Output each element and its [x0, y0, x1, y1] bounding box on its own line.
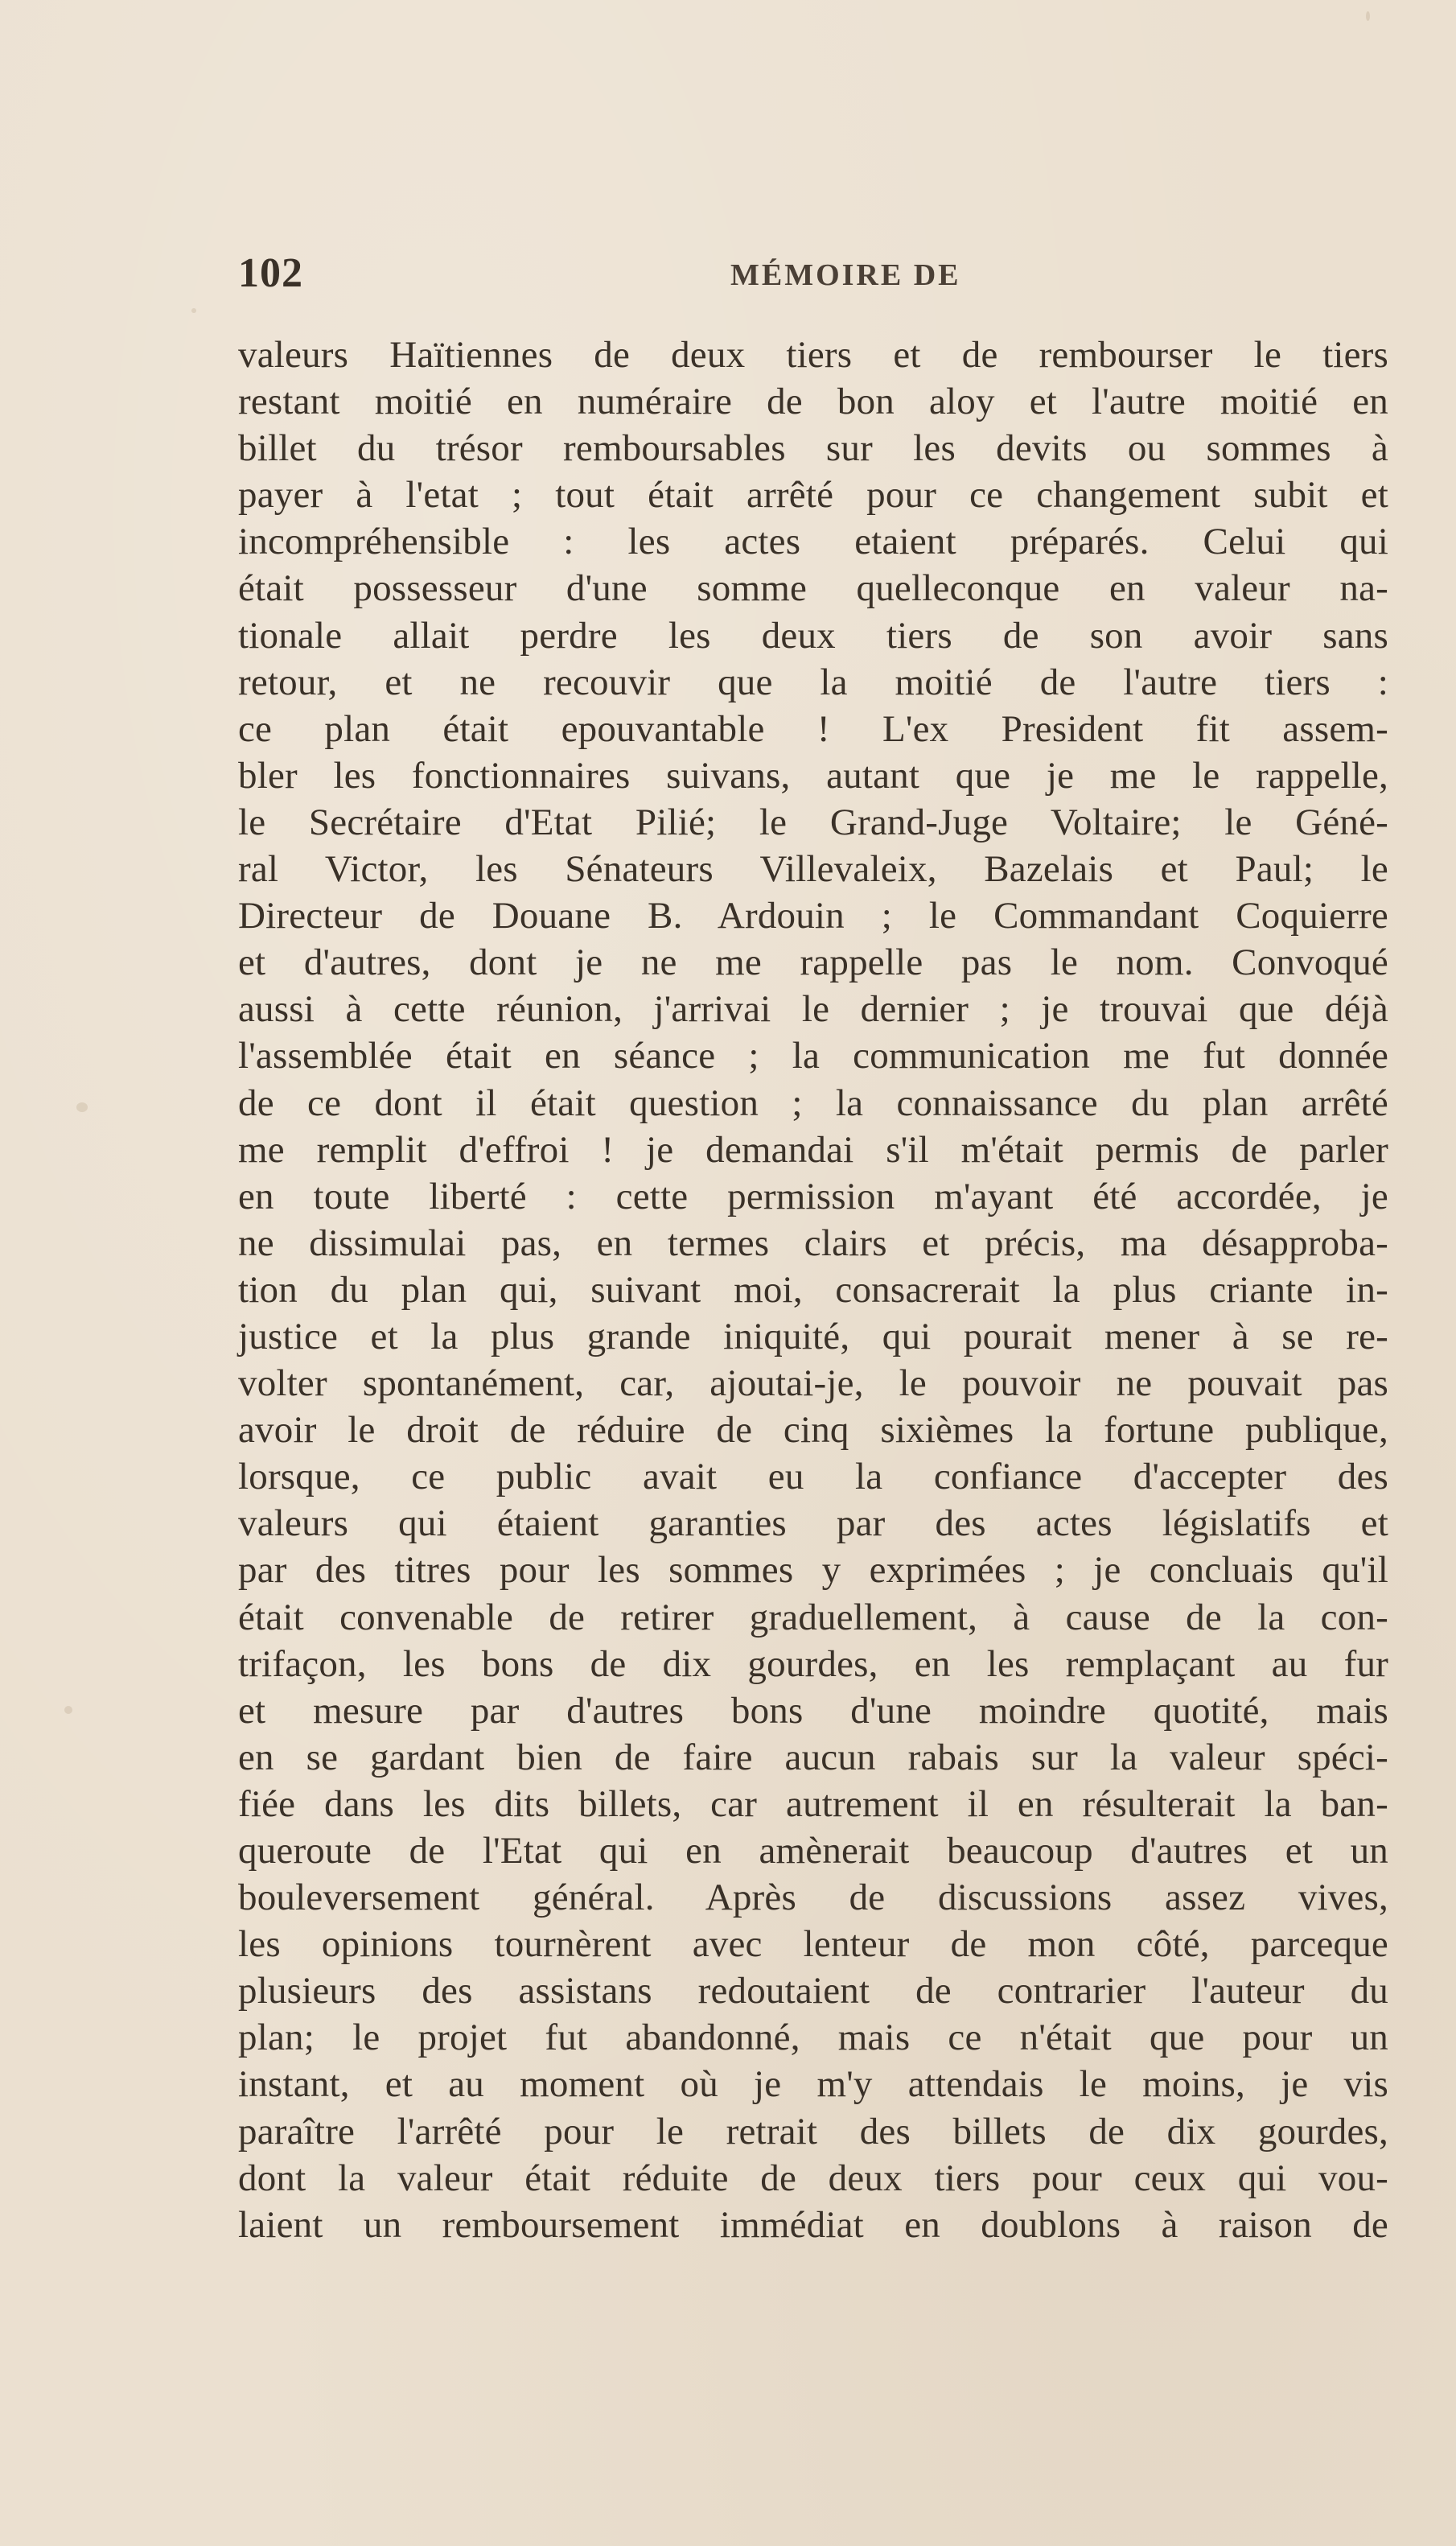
body-text — [238, 332, 1388, 2248]
text-line: en se gardant bien de faire aucun rabais sur la valeur spéci- — [238, 1736, 1388, 1778]
paper-stain — [191, 308, 196, 313]
text-line: en toute liberté : cette permission m'ayant été accordée, je — [238, 1175, 1388, 1217]
text-line: fiée dans les dits billets, car autrement il en résulterait la ban- — [238, 1782, 1388, 1825]
text-line: valeurs qui étaient garanties par des actes législatifs et — [238, 1502, 1388, 1545]
text-line: valeurs Haïtiennes de deux tiers et de rembourser le tiers — [238, 334, 1388, 376]
text-line: Directeur de Douane B. Ardouin ; le Commandant Coquierre — [238, 895, 1388, 937]
text-line: plan; le projet fut abandonné, mais ce n'était que pour un — [238, 2017, 1388, 2059]
text-line: le Secrétaire d'Etat Pilié; le Grand-Juge Voltaire; le Géné- — [238, 801, 1388, 843]
paper-stain — [1366, 11, 1370, 21]
text-line: me remplit d'effroi ! je demandai s'il m'était permis de parler — [238, 1128, 1388, 1171]
page-number: 102 — [238, 250, 303, 296]
text-line: ne dissimulai pas, en termes clairs et précis, ma désapproba- — [238, 1222, 1388, 1264]
text-line: volter spontanément, car, ajoutai-je, le pouvoir ne pouvait pas — [238, 1362, 1388, 1405]
text-line: queroute de l'Etat qui en amènerait beaucoup d'autres et un — [238, 1830, 1388, 1872]
text-line: était convenable de retirer graduellement, à cause de la con- — [238, 1596, 1388, 1638]
text-line: bouleversement général. Après de discussions assez vives, — [238, 1877, 1388, 1919]
text-line: ce plan était epouvantable ! L'ex President fit assem- — [238, 707, 1388, 750]
running-head — [238, 241, 1388, 306]
text-line: restant moitié en numéraire de bon aloy et l'autre moitié en — [238, 381, 1388, 423]
text-line: instant, et au moment où je m'y attendais le moins, je vis — [238, 2063, 1388, 2106]
text-line: aussi à cette réunion, j'arrivai le dernier ; je trouvai que déjà — [238, 988, 1388, 1031]
text-line: bler les fonctionnaires suivans, autant que je me le rappelle, — [238, 754, 1388, 797]
text-line: lorsque, ce public avait eu la confiance d'accepter des — [238, 1456, 1388, 1498]
text-line: billet du trésor remboursables sur les devits ou sommes à — [238, 427, 1388, 470]
text-line: les opinions tournèrent avec lenteur de mon côté, parceque — [238, 1923, 1388, 1966]
text-line: l'assemblée était en séance ; la communication me fut donnée — [238, 1035, 1388, 1077]
text-line: trifaçon, les bons de dix gourdes, en les remplaçant au fur — [238, 1642, 1388, 1685]
paper-stain — [76, 1102, 88, 1112]
paper-stain — [64, 1706, 72, 1714]
text-line: ral Victor, les Sénateurs Villevaleix, Bazelais et Paul; le — [238, 848, 1388, 891]
text-line: par des titres pour les sommes y exprimées ; je concluais qu'il — [238, 1549, 1388, 1592]
text-line: incompréhensible : les actes etaient préparés. Celui qui — [238, 521, 1388, 563]
text-line: paraître l'arrêté pour le retrait des billets de dix gourdes, — [238, 2110, 1388, 2153]
text-line: et mesure par d'autres bons d'une moindre quotité, mais — [238, 1689, 1388, 1732]
text-line: tion du plan qui, suivant moi, consacrerait la plus criante in- — [238, 1268, 1388, 1311]
text-line: payer à l'etat ; tout était arrêté pour ce changement subit et — [238, 474, 1388, 517]
text-line: tionale allait perdre les deux tiers de son avoir sans — [238, 614, 1388, 657]
text-line: de ce dont il était question ; la connaissance du plan arrêté — [238, 1081, 1388, 1124]
text-line: laient un remboursement immédiat en doublons à raison de — [238, 2203, 1388, 2246]
text-line: plusieurs des assistans redoutaient de contrarier l'auteur du — [238, 1970, 1388, 2012]
running-title: MÉMOIRE DE — [730, 258, 961, 292]
text-line: et d'autres, dont je ne me rappelle pas le nom. Convoqué — [238, 941, 1388, 984]
text-line: justice et la plus grande iniquité, qui pourait mener à se re- — [238, 1315, 1388, 1357]
text-line: était possesseur d'une somme quelleconque en valeur na- — [238, 567, 1388, 610]
text-line: avoir le droit de réduire de cinq sixièmes la fortune publique, — [238, 1409, 1388, 1452]
text-line: dont la valeur était réduite de deux tiers pour ceux qui vou- — [238, 2157, 1388, 2199]
text-line: retour, et ne recouvir que la moitié de l'autre tiers : — [238, 661, 1388, 703]
